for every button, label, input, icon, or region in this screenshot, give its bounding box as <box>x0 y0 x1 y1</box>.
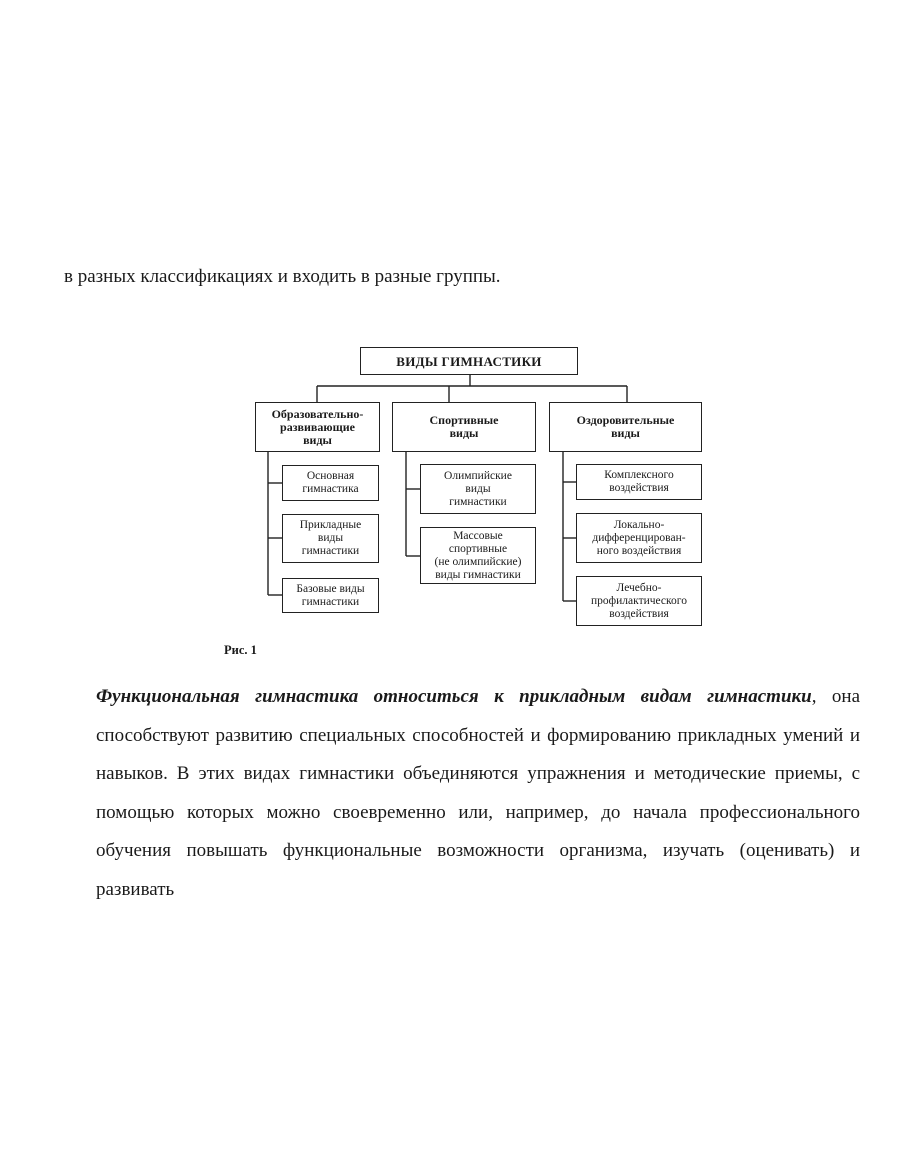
category-box-sport: Спортивные виды <box>392 402 536 452</box>
category-box-health: Оздоровительные виды <box>549 402 702 452</box>
figure-caption: Рис. 1 <box>224 643 257 657</box>
body-paragraph <box>96 678 860 909</box>
item-box-local-effect: Локально- дифференцирован- ного воздействия <box>576 513 702 563</box>
paragraph-rest: , она способствуют развитию специальных способностей и формированию прикладных умений и навыков. В этих видах гимнастики объединяются упражнения и методические приемы, с помощью которых можно своевременно или, например, до начала профессионального обучения повышать функциональные возможности организма, изучать (оценивать) и развивать <box>96 686 861 900</box>
diagram-root-box: ВИДЫ ГИМНАСТИКИ <box>360 347 578 375</box>
item-box-therapeutic-effect: Лечебно- профилактического воздействия <box>576 576 702 626</box>
item-box-applied-gymnastics: Прикладные виды гимнастики <box>282 514 379 563</box>
item-box-mass-sport-gymnastics: Массовые спортивные (не олимпийские) виды гимнастики <box>420 527 536 584</box>
item-box-base-types: Базовые виды гимнастики <box>282 578 379 613</box>
category-box-educational: Образовательно- развивающие виды <box>255 402 380 452</box>
item-box-complex-effect: Комплексного воздействия <box>576 464 702 500</box>
top-text-line: в разных классификациях и входить в разные группы. <box>64 266 501 287</box>
item-box-basic-gymnastics: Основная гимнастика <box>282 465 379 501</box>
paragraph-lead: Функциональная гимнастика относиться к прикладным видам гимнастики <box>96 686 812 707</box>
item-box-olympic-gymnastics: Олимпийские виды гимнастики <box>420 464 536 514</box>
